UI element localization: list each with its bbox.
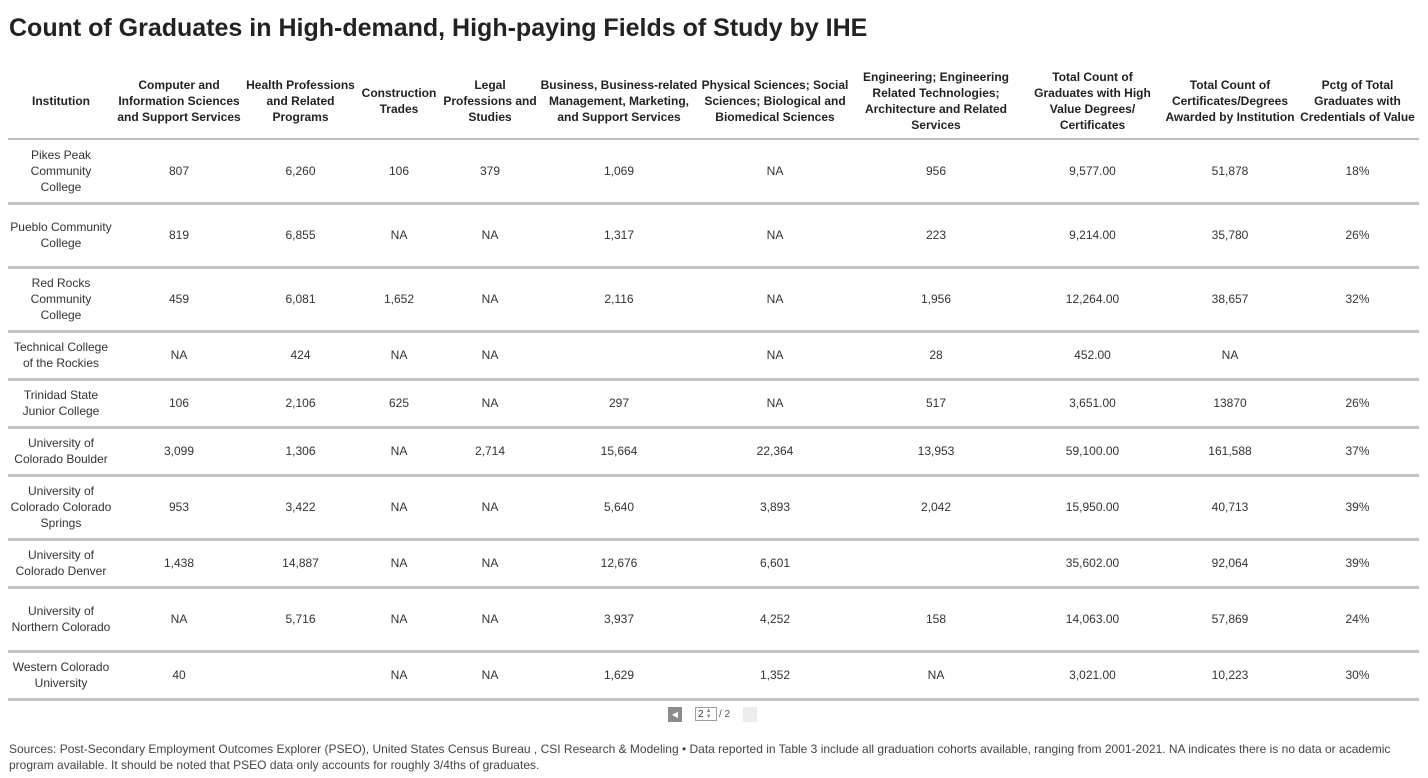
column-header[interactable]: Pctg of Total Graduates with Credentials of Value — [1296, 64, 1419, 139]
table-row — [8, 539, 1419, 587]
table-cell: 956 — [851, 139, 1021, 203]
table-cell: 807 — [114, 139, 244, 203]
table-cell: 6,081 — [244, 267, 357, 331]
table-cell: 223 — [851, 203, 1021, 267]
column-header[interactable]: Legal Professions and Studies — [441, 64, 539, 139]
table-cell: 2,106 — [244, 379, 357, 427]
table-cell: 92,064 — [1164, 539, 1296, 587]
table-cell: NA — [1164, 331, 1296, 379]
table-cell: NA — [357, 651, 441, 699]
column-header[interactable]: Business, Business-related Management, Marketing, and Support Services — [539, 64, 699, 139]
table-cell: 106 — [357, 139, 441, 203]
table-cell: 1,352 — [699, 651, 851, 699]
table-cell: 6,260 — [244, 139, 357, 203]
table-cell: NA — [441, 379, 539, 427]
table-cell: 6,601 — [699, 539, 851, 587]
table-cell: 37% — [1296, 427, 1419, 475]
table-cell: 15,950.00 — [1021, 475, 1164, 539]
table-cell: 39% — [1296, 539, 1419, 587]
column-header[interactable]: Computer and Information Sciences and Support Services — [114, 64, 244, 139]
table-cell: 35,780 — [1164, 203, 1296, 267]
column-header[interactable]: Total Count of Certificates/Degrees Awarded by Institution — [1164, 64, 1296, 139]
table-cell: 13870 — [1164, 379, 1296, 427]
table-cell: 1,438 — [114, 539, 244, 587]
column-header[interactable]: Total Count of Graduates with High Value Degrees/ Certificates — [1021, 64, 1164, 139]
table-cell: 1,629 — [539, 651, 699, 699]
table-cell: NA — [357, 587, 441, 651]
table-cell — [244, 651, 357, 699]
table-row — [8, 331, 1419, 379]
table-cell: 12,676 — [539, 539, 699, 587]
table-cell: 158 — [851, 587, 1021, 651]
table-row — [8, 475, 1419, 539]
table-cell: 59,100.00 — [1021, 427, 1164, 475]
table-cell: NA — [699, 267, 851, 331]
table-cell: 379 — [441, 139, 539, 203]
table-cell: 30% — [1296, 651, 1419, 699]
table-cell: 3,651.00 — [1021, 379, 1164, 427]
table-cell: 13,953 — [851, 427, 1021, 475]
table-row — [8, 427, 1419, 475]
table-cell: 3,893 — [699, 475, 851, 539]
table-cell: 26% — [1296, 203, 1419, 267]
table-cell: 9,214.00 — [1021, 203, 1164, 267]
institution-cell: University of Northern Colorado — [8, 587, 114, 651]
table-cell: NA — [357, 475, 441, 539]
table-cell: NA — [441, 267, 539, 331]
current-page-value: 2 — [698, 708, 704, 720]
table-cell: 24% — [1296, 587, 1419, 651]
stepper-icon[interactable]: ▲ ▼ — [705, 708, 712, 720]
table-row — [8, 267, 1419, 331]
table-cell: NA — [357, 427, 441, 475]
table-cell: NA — [851, 651, 1021, 699]
table-row — [8, 587, 1419, 651]
table-cell: NA — [441, 203, 539, 267]
table-cell: NA — [699, 379, 851, 427]
table-cell: 15,664 — [539, 427, 699, 475]
table-cell: 26% — [1296, 379, 1419, 427]
table-cell: NA — [357, 331, 441, 379]
table-cell: 1,317 — [539, 203, 699, 267]
institution-cell: University of Colorado Colorado Springs — [8, 475, 114, 539]
table-cell: 35,602.00 — [1021, 539, 1164, 587]
table-cell: 452.00 — [1021, 331, 1164, 379]
table-cell: 51,878 — [1164, 139, 1296, 203]
table-cell: NA — [699, 331, 851, 379]
table-row — [8, 651, 1419, 699]
table-cell: 297 — [539, 379, 699, 427]
table-cell: NA — [699, 203, 851, 267]
table-cell — [539, 331, 699, 379]
table-cell: 953 — [114, 475, 244, 539]
table-cell: 424 — [244, 331, 357, 379]
table-row — [8, 139, 1419, 203]
table-cell: 5,716 — [244, 587, 357, 651]
table-cell: 22,364 — [699, 427, 851, 475]
institution-cell: Trinidad State Junior College — [8, 379, 114, 427]
institution-cell: Pueblo Community College — [8, 203, 114, 267]
chevron-left-icon: ◀ — [671, 709, 679, 719]
column-header[interactable]: Engineering; Engineering Related Technologies; Architecture and Related Services — [851, 64, 1021, 139]
institution-cell: Technical College of the Rockies — [8, 331, 114, 379]
table-cell: 12,264.00 — [1021, 267, 1164, 331]
table-cell: 3,937 — [539, 587, 699, 651]
institution-cell: Red Rocks Community College — [8, 267, 114, 331]
table-cell: 14,063.00 — [1021, 587, 1164, 651]
table-cell: 38,657 — [1164, 267, 1296, 331]
table-header-row — [8, 64, 1419, 139]
page-title: Count of Graduates in High-demand, High-paying Fields of Study by IHE — [9, 14, 868, 42]
table-cell: 625 — [357, 379, 441, 427]
table-body — [8, 139, 1419, 699]
table-cell: NA — [114, 331, 244, 379]
table-cell: 4,252 — [699, 587, 851, 651]
table-cell: 459 — [114, 267, 244, 331]
table-cell: 517 — [851, 379, 1021, 427]
table-row — [8, 203, 1419, 267]
table-cell: 5,640 — [539, 475, 699, 539]
table-cell: 40,713 — [1164, 475, 1296, 539]
table-cell: 3,099 — [114, 427, 244, 475]
next-page-button[interactable] — [743, 707, 757, 722]
table-cell: 32% — [1296, 267, 1419, 331]
table-cell: NA — [357, 203, 441, 267]
table-cell: 1,956 — [851, 267, 1021, 331]
table-cell — [851, 539, 1021, 587]
table-cell: NA — [441, 539, 539, 587]
institution-cell: University of Colorado Denver — [8, 539, 114, 587]
table-cell: NA — [441, 587, 539, 651]
total-pages: / 2 — [719, 708, 731, 720]
table-cell: 1,652 — [357, 267, 441, 331]
table-cell — [1296, 331, 1419, 379]
table-cell: 40 — [114, 651, 244, 699]
institution-cell: Western Colorado University — [8, 651, 114, 699]
table-cell: 3,021.00 — [1021, 651, 1164, 699]
table-cell: 10,223 — [1164, 651, 1296, 699]
table-cell: 161,588 — [1164, 427, 1296, 475]
table-cell: NA — [441, 475, 539, 539]
table-cell: 2,042 — [851, 475, 1021, 539]
table-cell: 2,116 — [539, 267, 699, 331]
data-table — [8, 64, 1419, 701]
column-header[interactable]: Health Professions and Related Programs — [244, 64, 357, 139]
table-cell: 6,855 — [244, 203, 357, 267]
table-cell: 18% — [1296, 139, 1419, 203]
table-cell: NA — [441, 331, 539, 379]
table-cell: 1,306 — [244, 427, 357, 475]
table-row — [8, 379, 1419, 427]
table-cell: 819 — [114, 203, 244, 267]
table-cell: 39% — [1296, 475, 1419, 539]
table-cell: NA — [114, 587, 244, 651]
pagination — [668, 706, 757, 722]
column-header[interactable]: Physical Sciences; Social Sciences; Biological and Biomedical Sciences — [699, 64, 851, 139]
table-cell: 14,887 — [244, 539, 357, 587]
previous-page-button[interactable] — [668, 707, 682, 722]
page-number-input[interactable] — [695, 707, 717, 721]
table-cell: 2,714 — [441, 427, 539, 475]
table-cell: NA — [699, 139, 851, 203]
table-cell: NA — [441, 651, 539, 699]
institution-cell: Pikes Peak Community College — [8, 139, 114, 203]
table-cell: 106 — [114, 379, 244, 427]
table-cell: 1,069 — [539, 139, 699, 203]
table-cell: 28 — [851, 331, 1021, 379]
column-header[interactable]: Construction Trades — [357, 64, 441, 139]
source-footnote: Sources: Post-Secondary Employment Outcomes Explorer (PSEO), United States Census Bureau , CSI Research & Modeling • Data reported in Table 3 include all graduation cohorts available, ranging from 2001-2021. NA indicates there is no data or academic program available. It should be noted that PSEO data only accounts for roughly 3/4ths of graduates. — [9, 742, 1391, 772]
institution-cell: University of Colorado Boulder — [8, 427, 114, 475]
table-cell: NA — [357, 539, 441, 587]
table-cell: 57,869 — [1164, 587, 1296, 651]
table-cell: 9,577.00 — [1021, 139, 1164, 203]
table-cell: 3,422 — [244, 475, 357, 539]
column-header[interactable]: Institution — [8, 64, 114, 139]
